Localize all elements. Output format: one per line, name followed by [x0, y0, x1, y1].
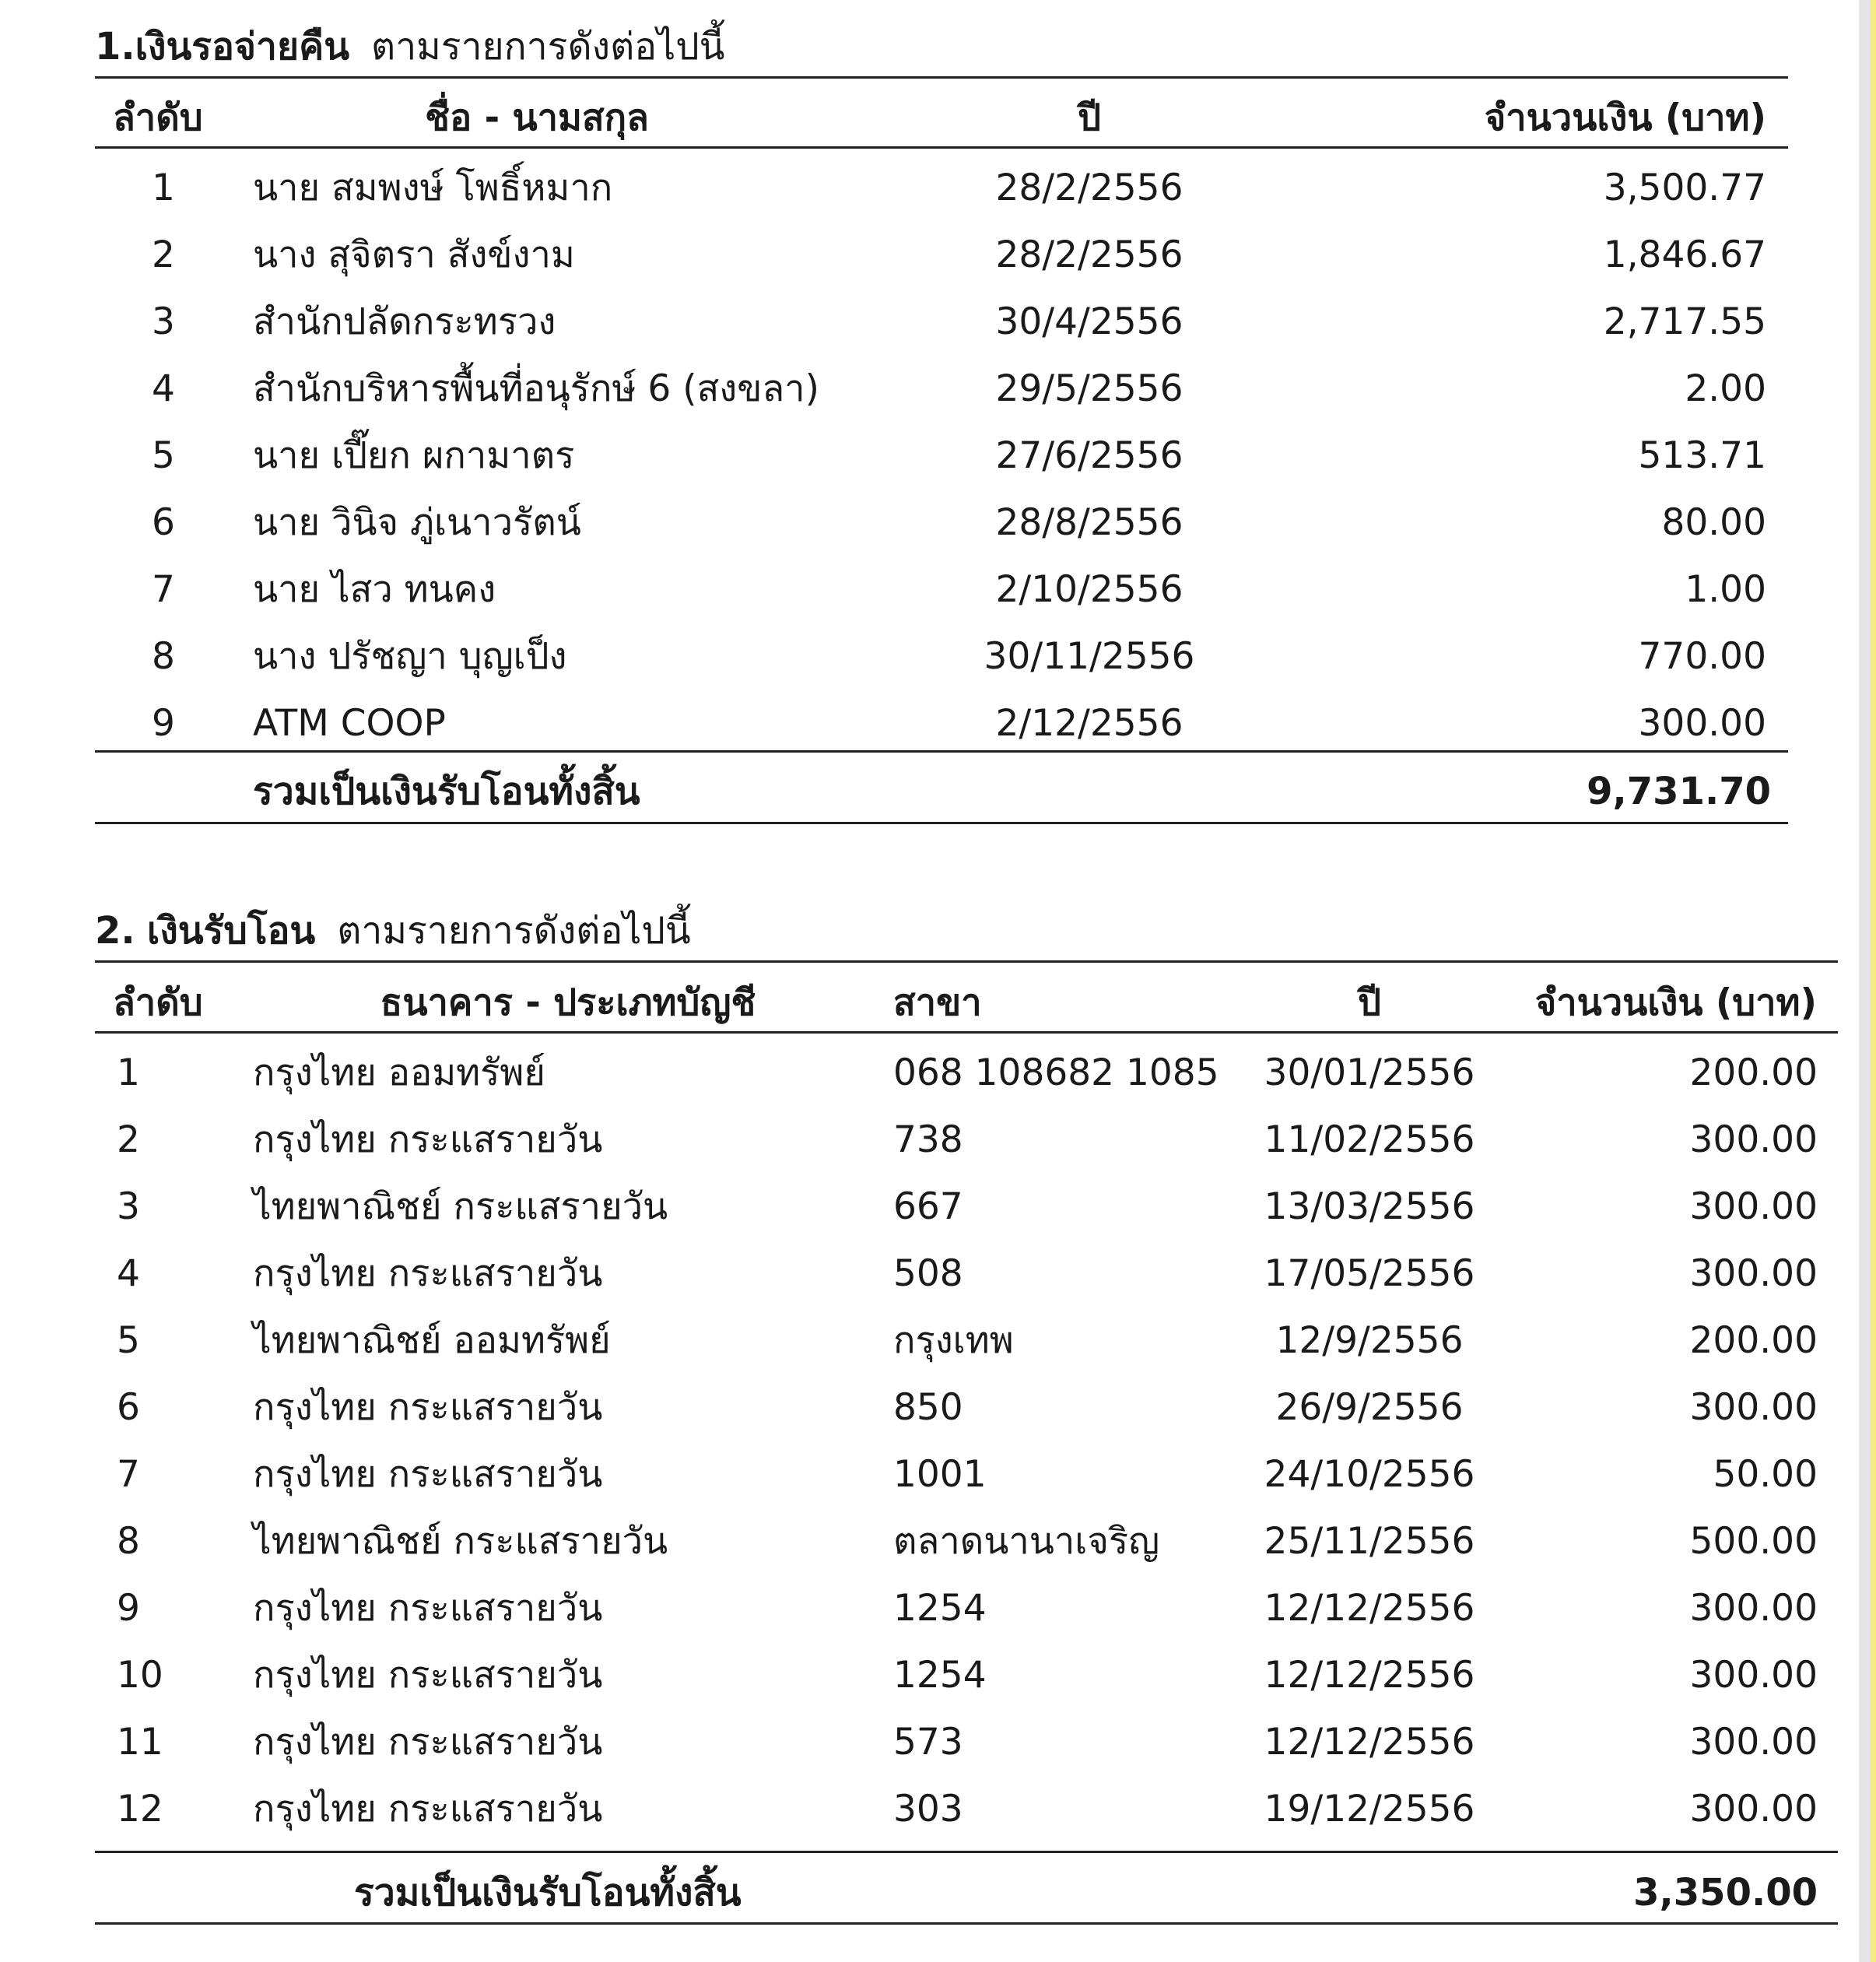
page-edge — [1870, 0, 1876, 1962]
s2-row-branch: 508 — [893, 1252, 963, 1295]
s1-row-amount: 2,717.55 — [1603, 300, 1766, 343]
section-2-header-rule — [95, 1031, 1838, 1034]
s1-total-label: รวมเป็นเงินรับโอนทั้งสิ้น — [253, 770, 640, 813]
section-1-number: 1. — [95, 25, 135, 68]
s2-row-amount: 300.00 — [1689, 1386, 1818, 1429]
s2-row-no: 4 — [117, 1252, 140, 1295]
s2-row-branch: 1001 — [893, 1453, 987, 1496]
s2-row-date: 12/12/2556 — [1264, 1721, 1475, 1764]
s2-row-no: 5 — [117, 1319, 140, 1362]
s2-row-bank: กรุงไทย กระแสรายวัน — [253, 1252, 603, 1295]
s2-row-branch: 1254 — [893, 1654, 987, 1697]
s1-row-name: สำนักปลัดกระทรวง — [253, 300, 556, 343]
s2-row-bank: กรุงไทย กระแสรายวัน — [253, 1453, 603, 1496]
s2-header-branch: สาขา — [893, 981, 982, 1024]
s2-row-amount: 300.00 — [1689, 1587, 1818, 1630]
s1-row-date: 28/2/2556 — [995, 167, 1183, 209]
s2-row-date: 12/12/2556 — [1264, 1587, 1475, 1630]
s2-row-amount: 200.00 — [1689, 1319, 1818, 1362]
s1-row-date: 27/6/2556 — [995, 434, 1183, 477]
s1-row-name: สำนักบริหารพื้นที่อนุรักษ์ 6 (สงขลา) — [253, 367, 819, 410]
s2-row-bank: กรุงไทย กระแสรายวัน — [253, 1118, 603, 1161]
s1-row-no: 2 — [152, 233, 175, 276]
page-edge-shadow — [1859, 0, 1870, 1962]
s1-row-no: 8 — [152, 635, 175, 678]
s2-row-no: 7 — [117, 1453, 140, 1496]
s2-row-branch: 068 108682 1085 — [893, 1051, 1219, 1094]
s1-row-amount: 513.71 — [1638, 434, 1766, 477]
s2-row-date: 30/01/2556 — [1264, 1051, 1475, 1094]
section-1-heading — [95, 25, 725, 68]
s2-row-branch: ตลาดนานาเจริญ — [893, 1520, 1160, 1563]
s1-row-no: 4 — [152, 367, 175, 410]
s1-header-year: ปี — [1078, 97, 1101, 139]
s1-row-amount: 300.00 — [1638, 702, 1766, 745]
s2-row-no: 8 — [117, 1520, 140, 1563]
s2-row-amount: 50.00 — [1713, 1453, 1818, 1496]
s1-row-amount: 2.00 — [1685, 367, 1766, 410]
s2-header-year: ปี — [1358, 981, 1381, 1024]
s2-row-bank: ไทยพาณิชย์ กระแสรายวัน — [253, 1520, 668, 1563]
section-1-top-rule — [95, 76, 1788, 79]
s2-row-amount: 300.00 — [1689, 1654, 1818, 1697]
s2-row-date: 19/12/2556 — [1264, 1788, 1475, 1830]
s2-row-amount: 500.00 — [1689, 1520, 1818, 1563]
s2-row-amount: 300.00 — [1689, 1721, 1818, 1764]
s1-row-no: 5 — [152, 434, 175, 477]
s2-row-date: 25/11/2556 — [1264, 1520, 1475, 1563]
s2-header-bank: ธนาคาร - ประเภทบัญชี — [380, 981, 756, 1024]
s2-row-date: 13/03/2556 — [1264, 1185, 1475, 1228]
s2-total-label: รวมเป็นเงินรับโอนทั้งสิ้น — [354, 1871, 742, 1915]
s1-row-name: นาย วินิจ ภู่เนาวรัตน์ — [253, 501, 581, 544]
s2-row-no: 9 — [117, 1587, 140, 1630]
section-2-title: เงินรับโอน — [146, 909, 316, 953]
s2-row-branch: 738 — [893, 1118, 963, 1161]
s2-row-bank: กรุงไทย กระแสรายวัน — [253, 1654, 603, 1697]
s1-row-date: 2/10/2556 — [995, 568, 1183, 611]
section-2-total-rule-bottom — [95, 1922, 1838, 1925]
s1-row-date: 2/12/2556 — [995, 702, 1183, 745]
s2-row-no: 1 — [117, 1051, 140, 1094]
s2-row-branch: 850 — [893, 1386, 963, 1429]
s2-row-bank: กรุงไทย กระแสรายวัน — [253, 1587, 603, 1630]
s1-row-amount: 770.00 — [1638, 635, 1766, 678]
s2-row-branch: 573 — [893, 1721, 963, 1764]
s2-row-date: 24/10/2556 — [1264, 1453, 1475, 1496]
s2-row-no: 2 — [117, 1118, 140, 1161]
s2-row-no: 12 — [117, 1788, 163, 1830]
s2-row-amount: 300.00 — [1689, 1252, 1818, 1295]
s2-row-date: 12/12/2556 — [1264, 1654, 1475, 1697]
s1-row-amount: 3,500.77 — [1603, 167, 1766, 209]
s1-row-name: นาย เปี๊ยก ผกามาตร — [253, 434, 575, 477]
s2-row-no: 11 — [117, 1721, 163, 1764]
s2-row-date: 11/02/2556 — [1264, 1118, 1475, 1161]
section-2-subtitle: ตามรายการดังต่อไปนี้ — [337, 909, 691, 953]
s2-header-order: ลำดับ — [113, 981, 203, 1024]
section-2-top-rule — [95, 960, 1838, 963]
s1-row-amount: 80.00 — [1661, 501, 1766, 544]
s2-row-bank: ไทยพาณิชย์ กระแสรายวัน — [253, 1185, 668, 1228]
s1-row-amount: 1.00 — [1685, 568, 1766, 611]
s1-total-amount: 9,731.70 — [1587, 770, 1771, 813]
s1-header-amount: จำนวนเงิน (บาท) — [1484, 97, 1766, 139]
s1-row-date: 28/2/2556 — [995, 233, 1183, 276]
s2-row-branch: 1254 — [893, 1587, 987, 1630]
s2-row-bank: กรุงไทย กระแสรายวัน — [253, 1721, 603, 1764]
section-1-total-rule-top — [95, 750, 1788, 753]
s2-row-amount: 300.00 — [1689, 1118, 1818, 1161]
s1-row-date: 30/4/2556 — [995, 300, 1183, 343]
section-1-title: เงินรอจ่ายคืน — [135, 25, 350, 68]
s1-row-no: 7 — [152, 568, 175, 611]
section-1-total-rule-bottom — [95, 822, 1788, 824]
s2-row-bank: ไทยพาณิชย์ ออมทรัพย์ — [253, 1319, 611, 1362]
s1-row-date: 29/5/2556 — [995, 367, 1183, 410]
s1-row-no: 1 — [152, 167, 175, 209]
section-1-subtitle: ตามรายการดังต่อไปนี้ — [371, 25, 725, 68]
s2-row-branch: 303 — [893, 1788, 963, 1830]
s2-row-amount: 300.00 — [1689, 1185, 1818, 1228]
s1-row-name: นาง สุจิตรา สังข์งาม — [253, 233, 575, 276]
section-2-number: 2. — [95, 909, 135, 953]
s2-total-amount: 3,350.00 — [1633, 1871, 1818, 1915]
s1-row-name: นาย สมพงษ์ โพธิ์หมาก — [253, 167, 613, 209]
s2-row-amount: 200.00 — [1689, 1051, 1818, 1094]
s2-row-branch: กรุงเทพ — [893, 1319, 1014, 1362]
s1-row-name: นาง ปรัชญา บุญเป็ง — [253, 635, 567, 678]
s2-row-date: 26/9/2556 — [1275, 1386, 1464, 1429]
section-2-heading — [95, 909, 691, 953]
s1-header-name: ชื่อ - นามสกุล — [425, 97, 649, 139]
s2-row-date: 17/05/2556 — [1264, 1252, 1475, 1295]
s2-row-bank: กรุงไทย กระแสรายวัน — [253, 1386, 603, 1429]
s1-row-date: 28/8/2556 — [995, 501, 1183, 544]
s1-row-name: นาย ไสว ทนคง — [253, 568, 496, 611]
s1-row-no: 3 — [152, 300, 175, 343]
s2-row-date: 12/9/2556 — [1275, 1319, 1464, 1362]
s2-row-bank: กรุงไทย ออมทรัพย์ — [253, 1051, 545, 1094]
s1-row-no: 9 — [152, 702, 175, 745]
s1-row-no: 6 — [152, 501, 175, 544]
s2-row-no: 10 — [117, 1654, 163, 1697]
s1-header-order: ลำดับ — [113, 97, 203, 139]
s2-row-branch: 667 — [893, 1185, 963, 1228]
s1-row-date: 30/11/2556 — [984, 635, 1195, 678]
s2-row-amount: 300.00 — [1689, 1788, 1818, 1830]
s1-row-name: ATM COOP — [253, 702, 446, 745]
s2-row-no: 3 — [117, 1185, 140, 1228]
section-1-header-rule — [95, 146, 1788, 149]
s2-row-no: 6 — [117, 1386, 140, 1429]
section-2-total-rule-top — [95, 1851, 1838, 1853]
s2-row-bank: กรุงไทย กระแสรายวัน — [253, 1788, 603, 1830]
s1-row-amount: 1,846.67 — [1603, 233, 1766, 276]
s2-header-amount: จำนวนเงิน (บาท) — [1534, 981, 1817, 1024]
